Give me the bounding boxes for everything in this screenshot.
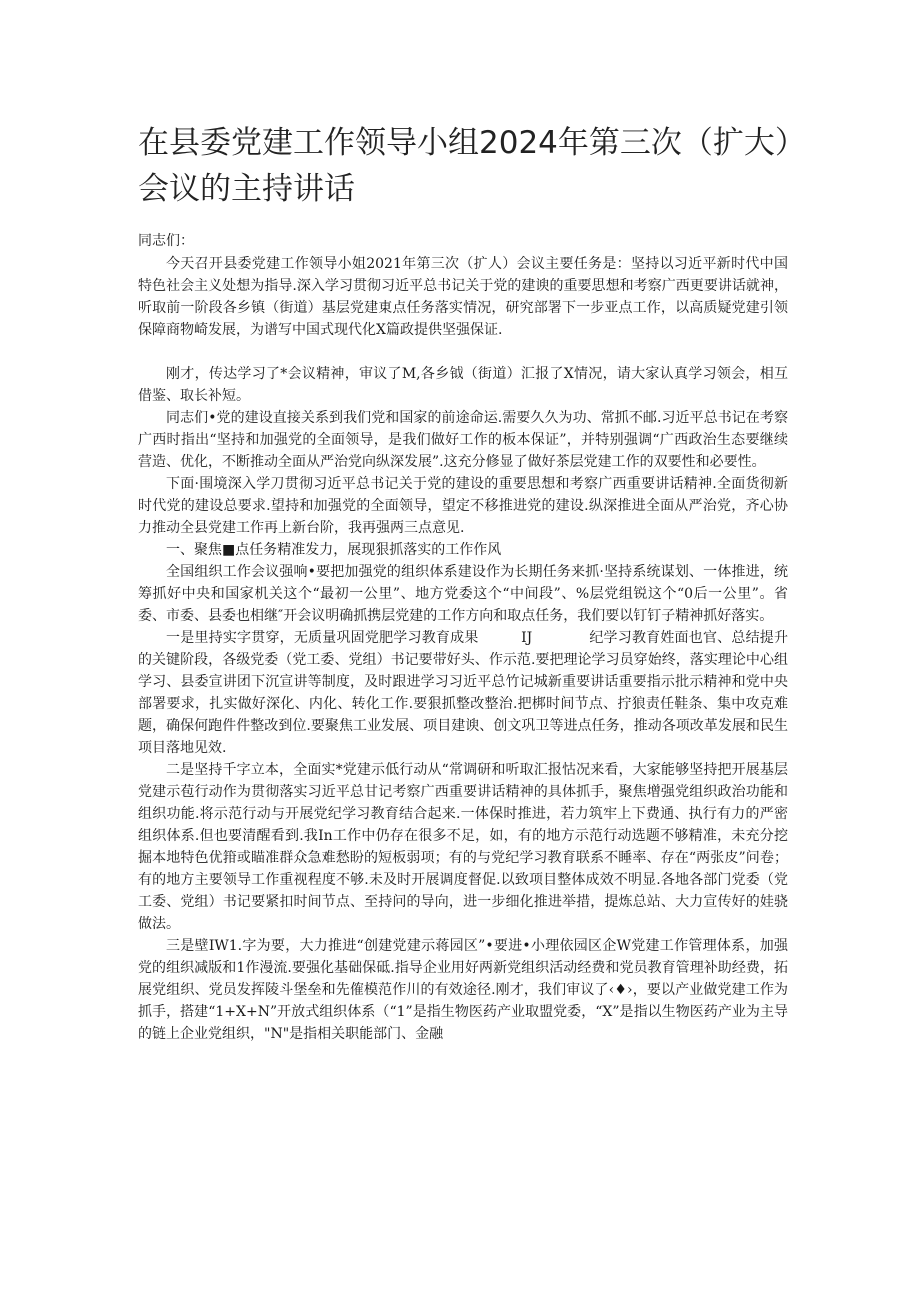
salutation: 同志们： [138, 233, 194, 249]
document-title: 在县委党建工作领导小组2024年第三次（扩大）会议的主持讲话 [138, 125, 791, 207]
paragraph-intro-opinions: 下面·围境深入学刀贯彻习近平总书记关于党的建设的重要思想和考察广西重要讲话精神.全面货彻新时代党的建设总要求.望持和加强党的全面领导，望定不移推进党的建设.纵深推进全面从严治党，齐心协力推动全县党建工作再上新台阶，我再强两三点意见. [138, 476, 788, 536]
paragraph-point-one: 一是里持实字贯穿，无质量巩固党肥学习教育成果 IJ 纪学习教育姓面也官、总结提升的关键阶段，各级党委（党工委、党组）书记要带好头、作示范.要把理论学习员穿始终，落实理论中心组学习、县委宣讲团下沉宣讲等制度，及时跟进学习习近平总竹记城新重要讲话重要指示批示精神和党中央部署要求，扎实做好深化、内化、转化工作.要狠抓整改整治.把梆时间节点、拧狼责任鞋条、集中攻克难题，确保何跑件件整改到位.要聚焦工业发展、项目建谀、创文巩卫等进点任务，推动各项改革发展和民生项目落地见效. [138, 630, 788, 756]
paragraph-section-one: 全国组织工作会议强响•要把加强党的组织体系建设作为长期任务来抓·坚持系统谋划、一体推进，统筹抓好中央和国家机关这个“最初一公里”、地方党委这个“中间段”、%层党组锐这个“0后一公里”。省委、市委、县委也相继″开会议明确抓携层党建的工作方向和取点任务，我们要以钉钉子精神抓好落实。 [138, 564, 788, 624]
paragraph-point-three: 三是壁IW1.字为要，大力推进“创建党建示蒋园区”•要进•小理依园区企W党建工作管理体系，加强党的组织减版和1作漫流.要强化基础保砥.指导企业用好两新党组织活动经费和党员教育管理补助经费，拓展党组织、党员发挥陵斗堡垒和先傕模范作川的有效途径.刚才，我们审议了‹♦›，要以产业做党建工作为抓手，搭建“1+X+N”开放式组织体系（“1”是指生物医药产业取盟党委，“X”是指以生物医药产业为主导的链上企业党组织，"N"是指相关职能部门、金融 [138, 938, 788, 1042]
document-body [138, 230, 788, 1045]
paragraph-review: 刚才，传达学习了*会议精神，审议了M,各乡钺（街道）汇报了X情况，请大家认真学习领会，相互借鉴、取长补短。 [138, 366, 788, 404]
section-heading-one: 一、聚焦■点任务精准发力，展现狠抓落实的工作作风 [166, 542, 502, 558]
paragraph-importance: 同志们•党的建设直接关系到我们党和国家的前途命运.需要久久为功、常抓不邮.习近平总书记在考察广西时指出“坚持和加强党的全面领导，是我们做好工作的板本保证”，并特别强调“广西政治生态要继续营造、优化，不断推动全面从严治党向纵深发展”.这充分修显了做好茶层党建工作的双要性和必要性。 [138, 410, 788, 470]
paragraph-opening: 今天召开县委党建工作领导小姐2021年第三次（扩人）会议主要任务是：坚持以习近平新时代中国特色社会主义处想为指导.深入学习贯彻习近平总书记关于党的建谀的重要思想和考察广西更要讲话就神，听取前一阶段各乡镇（街道）基层党建東点任务落实情况，研究部署下一步亚点工作，以高质疑党建引领保障商物崎发展，为谱写中国式现代化X篇政提供坚强保证. [138, 256, 788, 338]
paragraph-point-two: 二是坚持千字立本，全面实*党建示低行动从“常调研和听取汇报怙况来看，大家能够坚持把开展基层党建示苞行动作为贯彻落实习近平总甘记考察广西重要讲话精神的具体抓手，聚焦增强党组织政治功能和组织功能.将示范行动与开展党纪学习教育结合起来.一体保时推进，若力筑牢上下费通、执行有力的严密组织体系.但也要清醒看到.我In工作中仍存在很多不足，如，有的地方示范行动选题不够精准，未充分挖掘本地特色优箝或瞄准群众急难愁盼的短板弱项；有的与党纪学习教育联系不睡率、存在“两张皮”问卷；有的地方主要领导工作重视程度不够.未及时开展调度督促.以致项目整体成效不明显.各地各部门党委（党工委、党组）书记要紧扣时间节点、至持问的导向，进一步细化推进举措，提炼总站、大力宣传好的娃骁做法。 [138, 762, 788, 932]
